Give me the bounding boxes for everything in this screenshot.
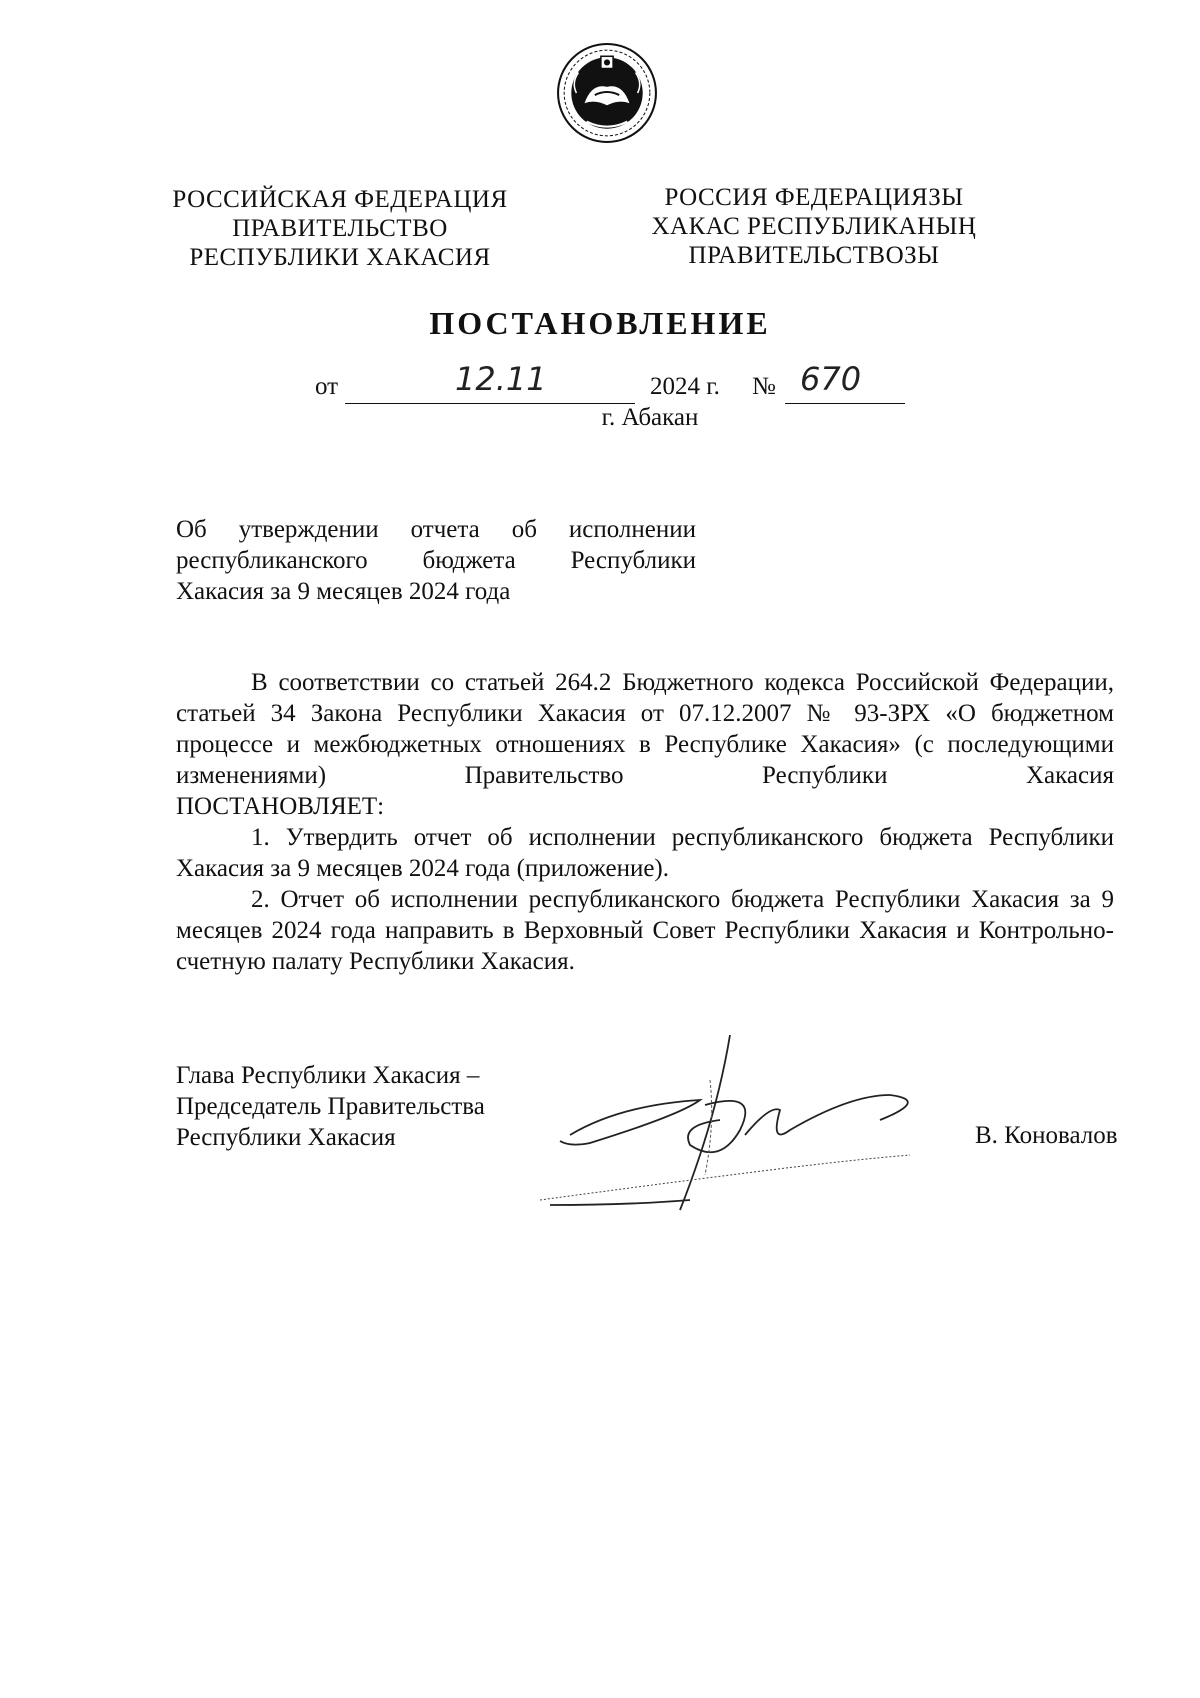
date-year: 2024 г. bbox=[650, 373, 720, 400]
subject-line: Об утверждении отчета об исполнении bbox=[176, 516, 696, 543]
header-left-line: РЕСПУБЛИКИ ХАКАСИЯ bbox=[189, 244, 491, 271]
body-paragraph-preamble: В соответствии со статьей 264.2 Бюджетного кодекса Российской Федерации, статьей 34 Закона Республики Хакасия от 07.12.2007 № 93-ЗРХ «О бюджетном процессе и межбюджетных отношениях в Республике Хакасия» (с последующими изменениями) Правительство Республики Хакасия bbox=[176, 669, 1114, 789]
header-left-line: РОССИЙСКАЯ ФЕДЕРАЦИЯ bbox=[172, 186, 508, 213]
header-right-line: ПРАВИТЕЛЬСТВОЗЫ bbox=[688, 242, 940, 269]
subject-line: Хакасия за 9 месяцев 2024 года bbox=[176, 578, 511, 605]
handwritten-signature bbox=[530, 1035, 950, 1235]
signatory-title-line: Республики Хакасия bbox=[176, 1124, 396, 1151]
body-paragraph-item-2: 2. Отчет об исполнении республиканского бюджета Республики Хакасия за 9 месяцев 2024 года направить в Верховный Совет Республики Хакасия и Контрольно-счетную палату Республики Хакасия. bbox=[176, 886, 1114, 975]
subject-line: республиканского бюджета Республики bbox=[176, 547, 696, 574]
header-right-line: РОССИЯ ФЕДЕРАЦИЯЗЫ bbox=[664, 184, 964, 211]
city-label: г. Абакан bbox=[601, 404, 699, 431]
header-left-line: ПРАВИТЕЛЬСТВО bbox=[232, 215, 448, 242]
handwritten-date: 12.11 bbox=[455, 360, 547, 398]
header-right-khakas bbox=[604, 183, 1024, 270]
signatory-title-line: Глава Республики Хакасия – bbox=[176, 1062, 480, 1089]
coat-of-arms-emblem bbox=[556, 42, 658, 144]
handwritten-number: 670 bbox=[800, 360, 862, 398]
number-label: № bbox=[752, 373, 776, 400]
body-resolves: ПОСТАНОВЛЯЕТ: bbox=[176, 793, 385, 820]
signatory-title-line: Председатель Правительства bbox=[176, 1093, 485, 1120]
document-type-title: ПОСТАНОВЛЕНИЕ bbox=[429, 305, 771, 341]
signatory-title bbox=[176, 1060, 536, 1153]
signatory-name: В. Коновалов bbox=[975, 1122, 1118, 1149]
header-left-russian bbox=[130, 185, 550, 272]
body-text bbox=[176, 667, 1114, 977]
body-paragraph-item-1: 1. Утвердить отчет об исполнении республиканского бюджета Республики Хакасия за 9 месяцев 2024 года (приложение). bbox=[176, 824, 1114, 882]
header-right-line: ХАКАС РЕСПУБЛИКАНЫҢ bbox=[651, 213, 977, 240]
date-from-label: от bbox=[315, 373, 339, 400]
subject-block bbox=[176, 514, 696, 607]
